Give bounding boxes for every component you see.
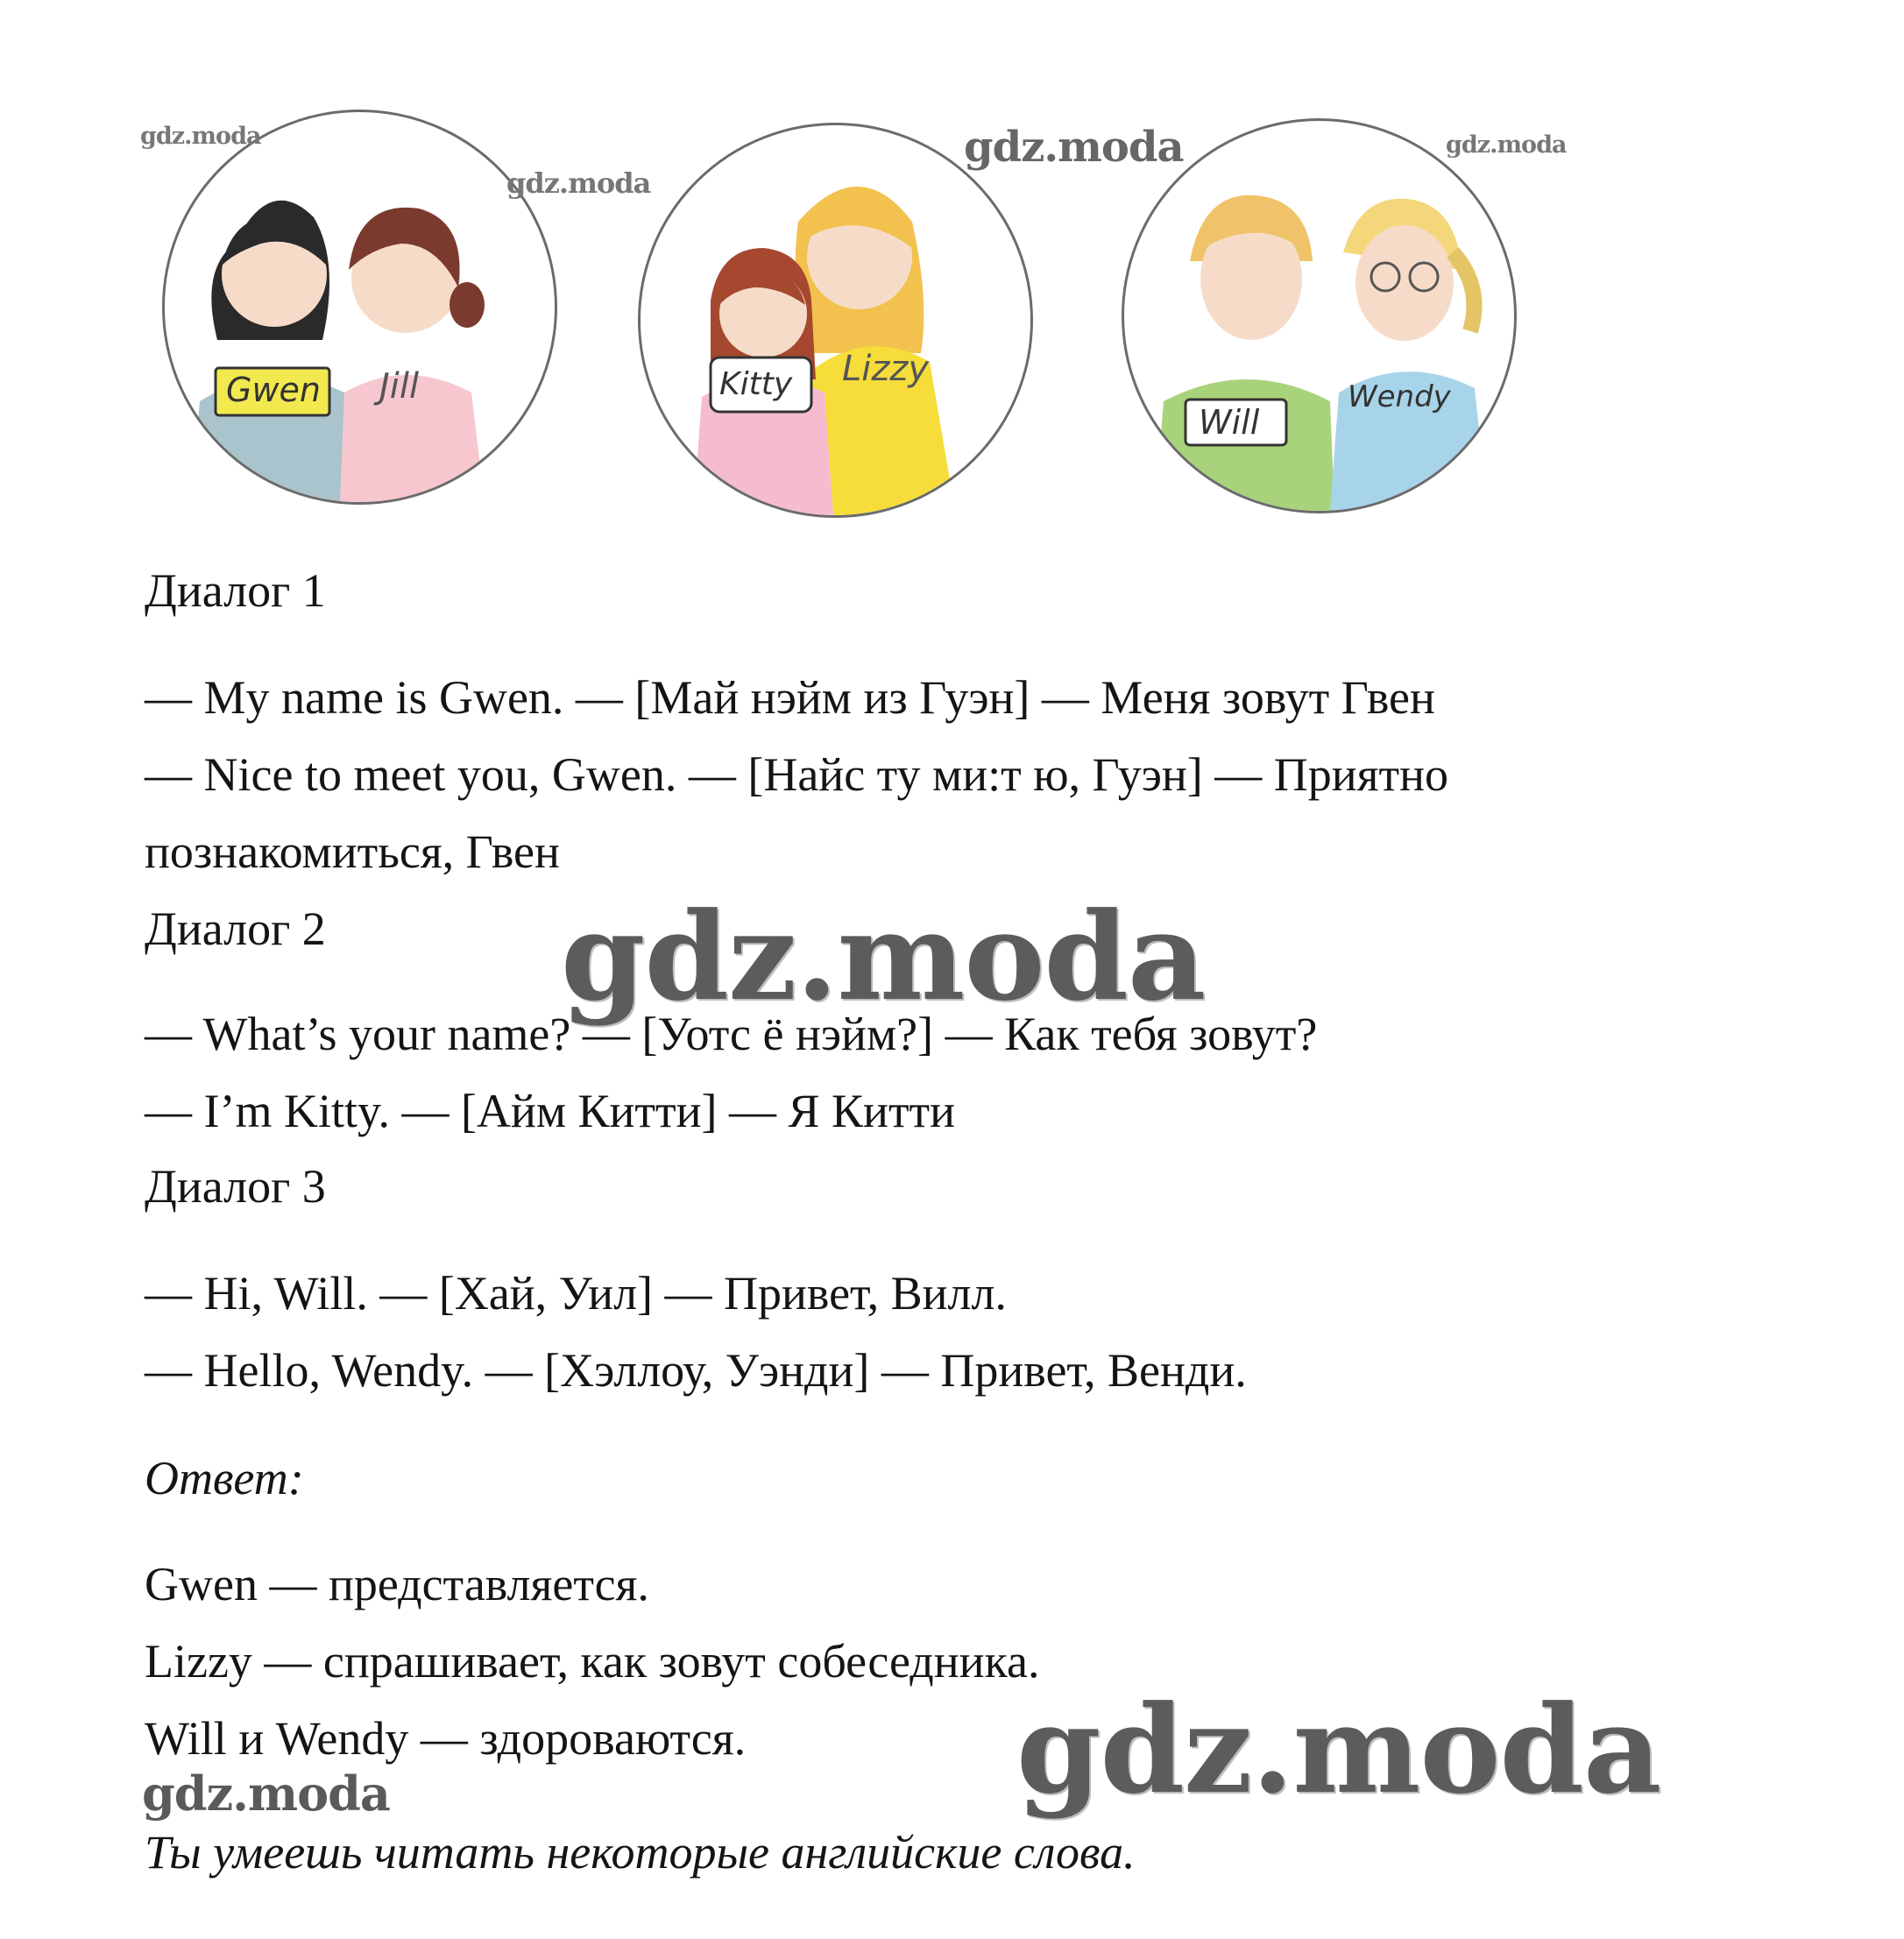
answer-item-2: Lizzy — спрашивает, как зовут собеседника. — [145, 1635, 1040, 1688]
dialog3-line2: — Hello, Wendy. — [Хэллоу, Уэнди] — Привет, Венди. — [145, 1344, 1247, 1397]
dialog3-title: Диалог 3 — [145, 1160, 326, 1213]
answer-item-1: Gwen — представляется. — [145, 1558, 649, 1610]
watermark-small-4: gdz.moda — [1446, 131, 1567, 159]
name-tag-gwen: Gwen — [226, 371, 321, 409]
dialog3-line1: — Hi, Will. — [Хай, Уил] — Привет, Вилл. — [145, 1267, 1007, 1320]
dialog1-title: Диалог 1 — [145, 564, 326, 617]
dialog1-line2a: — Nice to meet you, Gwen. — [Найс ту ми:т ю, Гуэн] — Приятно — [145, 748, 1449, 801]
illustration-will-wendy — [1122, 118, 1517, 513]
watermark-large-1: gdz.moda — [561, 885, 1206, 1028]
name-tag-lizzy: Lizzy — [842, 349, 930, 389]
dialog2-line1: — What’s your name? — [Уотс ё нэйм?] — Как тебя зовут? — [145, 1008, 1318, 1060]
watermark-small-2: gdz.moda — [506, 166, 651, 200]
name-tag-will: Will — [1199, 403, 1260, 442]
dialog2-line2: — I’m Kitty. — [Айм Китти] — Я Китти — [145, 1085, 956, 1137]
illustration-gwen-jill — [162, 110, 557, 505]
kitty-lizzy-drawing — [641, 125, 1030, 515]
name-tag-kitty: Kitty — [719, 366, 793, 402]
watermark-small-3: gdz.moda — [964, 123, 1184, 172]
watermark-medium: gdz.moda — [142, 1766, 390, 1822]
answer-item-3: Will и Wendy — здороваются. — [145, 1712, 747, 1765]
name-tag-wendy: Wendy — [1348, 379, 1451, 414]
illustration-kitty-lizzy — [638, 123, 1033, 518]
answer-label: Ответ: — [145, 1452, 304, 1504]
will-wendy-drawing — [1124, 121, 1514, 511]
answer-conclusion: Ты умеешь читать некоторые английские слова. — [145, 1826, 1136, 1879]
dialog1-line2b: познакомиться, Гвен — [145, 825, 560, 878]
gwen-jill-drawing — [165, 112, 555, 502]
watermark-large-2: gdz.moda — [1016, 1678, 1661, 1821]
watermark-small-1: gdz.moda — [140, 123, 261, 150]
name-tag-jill: Jill — [379, 366, 420, 407]
dialog1-line1: — My name is Gwen. — [Май нэйм из Гуэн] — Меня зовут Гвен — [145, 671, 1435, 724]
dialog2-title: Диалог 2 — [145, 902, 326, 955]
